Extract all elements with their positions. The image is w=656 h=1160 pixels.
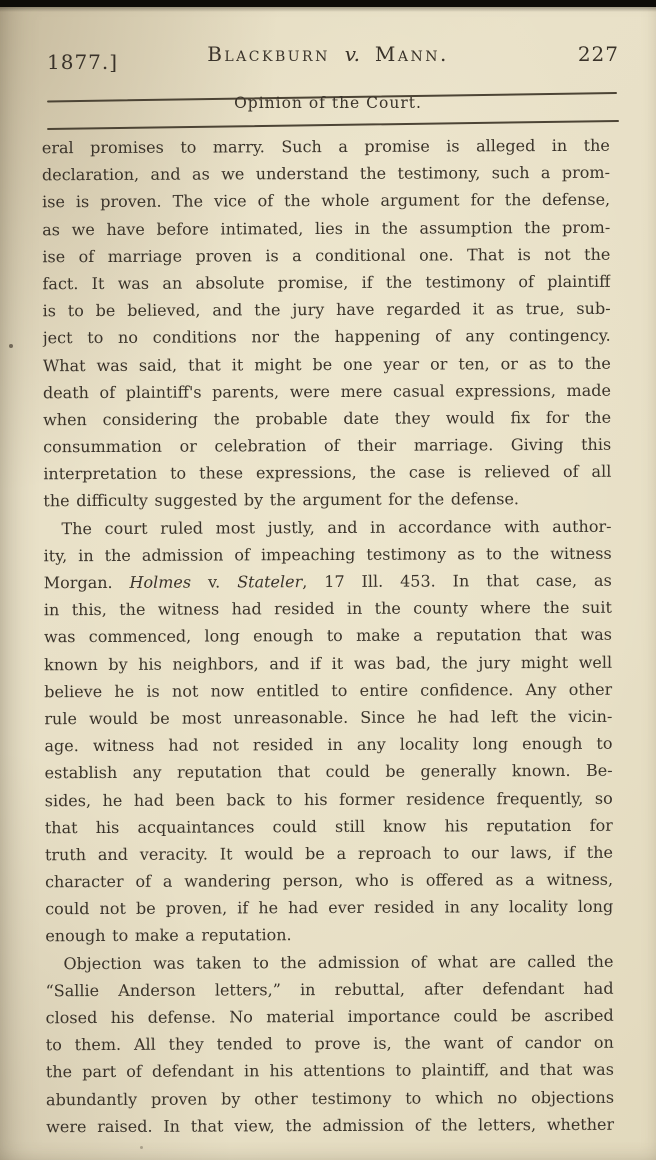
text-line (45, 839, 613, 869)
line-segment: death of plaintiff's parents, were mere casual expressions, made (42, 380, 611, 402)
line-segment: sides, he had been back to his former residence frequently, so (44, 788, 613, 810)
line-segment: rule would be most unreasonable. Since he had left the vicin- (44, 706, 613, 729)
text-line (44, 703, 612, 733)
text-line (46, 1083, 614, 1113)
line-segment: ject to no conditions nor the happening of any contingency. (42, 326, 611, 348)
line-segment: were raised. In that view, the admission of the letters, whether (46, 1114, 615, 1136)
scan-edge-top (0, 0, 656, 7)
paragraph (43, 512, 613, 949)
text-line (45, 920, 613, 950)
italic-citation-text: Holmes (129, 572, 192, 592)
text-line (44, 567, 612, 597)
text-line (42, 186, 610, 216)
line-segment: to them. All they tended to prove is, the want of candor on (45, 1032, 614, 1055)
text-line (44, 676, 612, 706)
line-segment: ise of marriage proven is a conditional one. That is not the (42, 244, 611, 266)
paragraph (45, 947, 614, 1140)
text-line (46, 1002, 614, 1032)
paper-speck (140, 1146, 143, 1149)
line-segment: The court ruled most justly, and in accordance with author- (61, 516, 612, 538)
text-line (42, 132, 610, 162)
line-segment: abundantly proven by other testimony to which no objections (45, 1087, 615, 1109)
line-segment: could not be proven, if he had ever resided in any locality long (45, 897, 614, 919)
case-party1: Blackburn (207, 42, 330, 66)
line-segment: Morgan. (43, 572, 130, 593)
text-line (46, 1111, 614, 1141)
line-segment: “Sallie Anderson letters,” in rebuttal, after defendant had (45, 978, 614, 1001)
text-line (46, 1029, 614, 1059)
line-segment: enough to make a reputation. (45, 925, 292, 946)
text-line (43, 431, 611, 461)
line-segment: fact. It was an absolute promise, if the testimony of plaintiff (42, 271, 611, 294)
text-line (45, 866, 613, 896)
text-line (43, 458, 611, 488)
case-party2: Mann. (374, 42, 449, 66)
paragraph (42, 132, 612, 515)
line-segment: character of a wandering person, who is offered as a witness, (45, 869, 614, 892)
running-head: Opinion of the Court. (234, 94, 422, 112)
line-segment: interpretation to these expressions, the case is relieved of all (43, 462, 612, 484)
text-line (45, 784, 613, 814)
text-line (44, 621, 612, 651)
running-head-rule (47, 120, 619, 130)
text-line (42, 268, 610, 298)
line-segment: ity, in the admission of impeaching testimony as to the witness (43, 543, 612, 566)
line-segment: believe he is not now entitled to entire confidence. Any other (44, 679, 613, 701)
text-line (43, 349, 611, 379)
text-line (45, 975, 613, 1005)
line-segment: the difficulty suggested by the argument for the defense. (43, 489, 520, 511)
text-line (42, 159, 610, 189)
text-line (43, 485, 611, 515)
text-line (44, 730, 612, 760)
line-segment: v. (191, 572, 238, 592)
text-line (42, 241, 610, 271)
header-year: 1877.] (47, 50, 119, 74)
line-segment: What was said, that it might be one year or ten, or as to the (42, 353, 611, 375)
header-case-title (0, 42, 656, 66)
text-line (44, 540, 612, 570)
text-line (46, 1056, 614, 1086)
line-segment: establish any reputation that could be generally known. Be- (44, 761, 613, 783)
page-number: 227 (577, 42, 619, 66)
line-segment: truth and veracity. It would be a reproach to our laws, if the (44, 842, 613, 865)
text-line (44, 594, 612, 624)
text-line (45, 893, 613, 923)
line-segment: closed his defense. No material importance could be ascribed (45, 1005, 614, 1028)
line-segment: that his acquaintances could still know his reputation for (44, 815, 613, 837)
italic-citation-text: Stateler (237, 572, 303, 592)
text-line (43, 404, 611, 434)
paper-speck (9, 344, 13, 348)
line-segment: , 17 Ill. 453. In that case, as (302, 570, 612, 592)
text-line (42, 213, 610, 243)
text-line (43, 295, 611, 325)
line-segment: age. witness had not resided in any locality long enough to (44, 733, 613, 756)
line-segment: known by his neighbors, and if it was bad, the jury might well (44, 652, 613, 674)
line-segment: in this, the witness had resided in the county where the suit (43, 597, 612, 620)
line-segment: eral promises to marry. Such a promise is alleged in the (41, 135, 610, 158)
text-line (45, 757, 613, 787)
text-line (45, 811, 613, 841)
line-segment: the part of defendant in his attentions to plaintiff, and that was (45, 1060, 614, 1082)
case-versus: v. (344, 42, 360, 66)
text-line (43, 322, 611, 352)
line-segment: when considering the probable date they would fix for the (43, 407, 612, 430)
text-line (45, 947, 613, 977)
line-segment: as we have before intimated, lies in the assumption the prom- (42, 217, 611, 239)
text-line (43, 376, 611, 406)
body-text (42, 132, 614, 1140)
line-segment: ise is proven. The vice of the whole argument for the defense, (42, 190, 611, 212)
line-segment: declaration, and as we understand the testimony, such a prom- (41, 162, 611, 185)
text-line (44, 648, 612, 678)
line-segment: was commenced, long enough to make a reputation that was (43, 625, 613, 647)
text-line (43, 512, 611, 542)
line-segment: is to be believed, and the jury have regarded it as true, sub- (42, 298, 611, 321)
line-segment: Objection was taken to the admission of what are called the (63, 951, 614, 973)
line-segment: consummation or celebration of their marriage. Giving this (43, 434, 612, 457)
